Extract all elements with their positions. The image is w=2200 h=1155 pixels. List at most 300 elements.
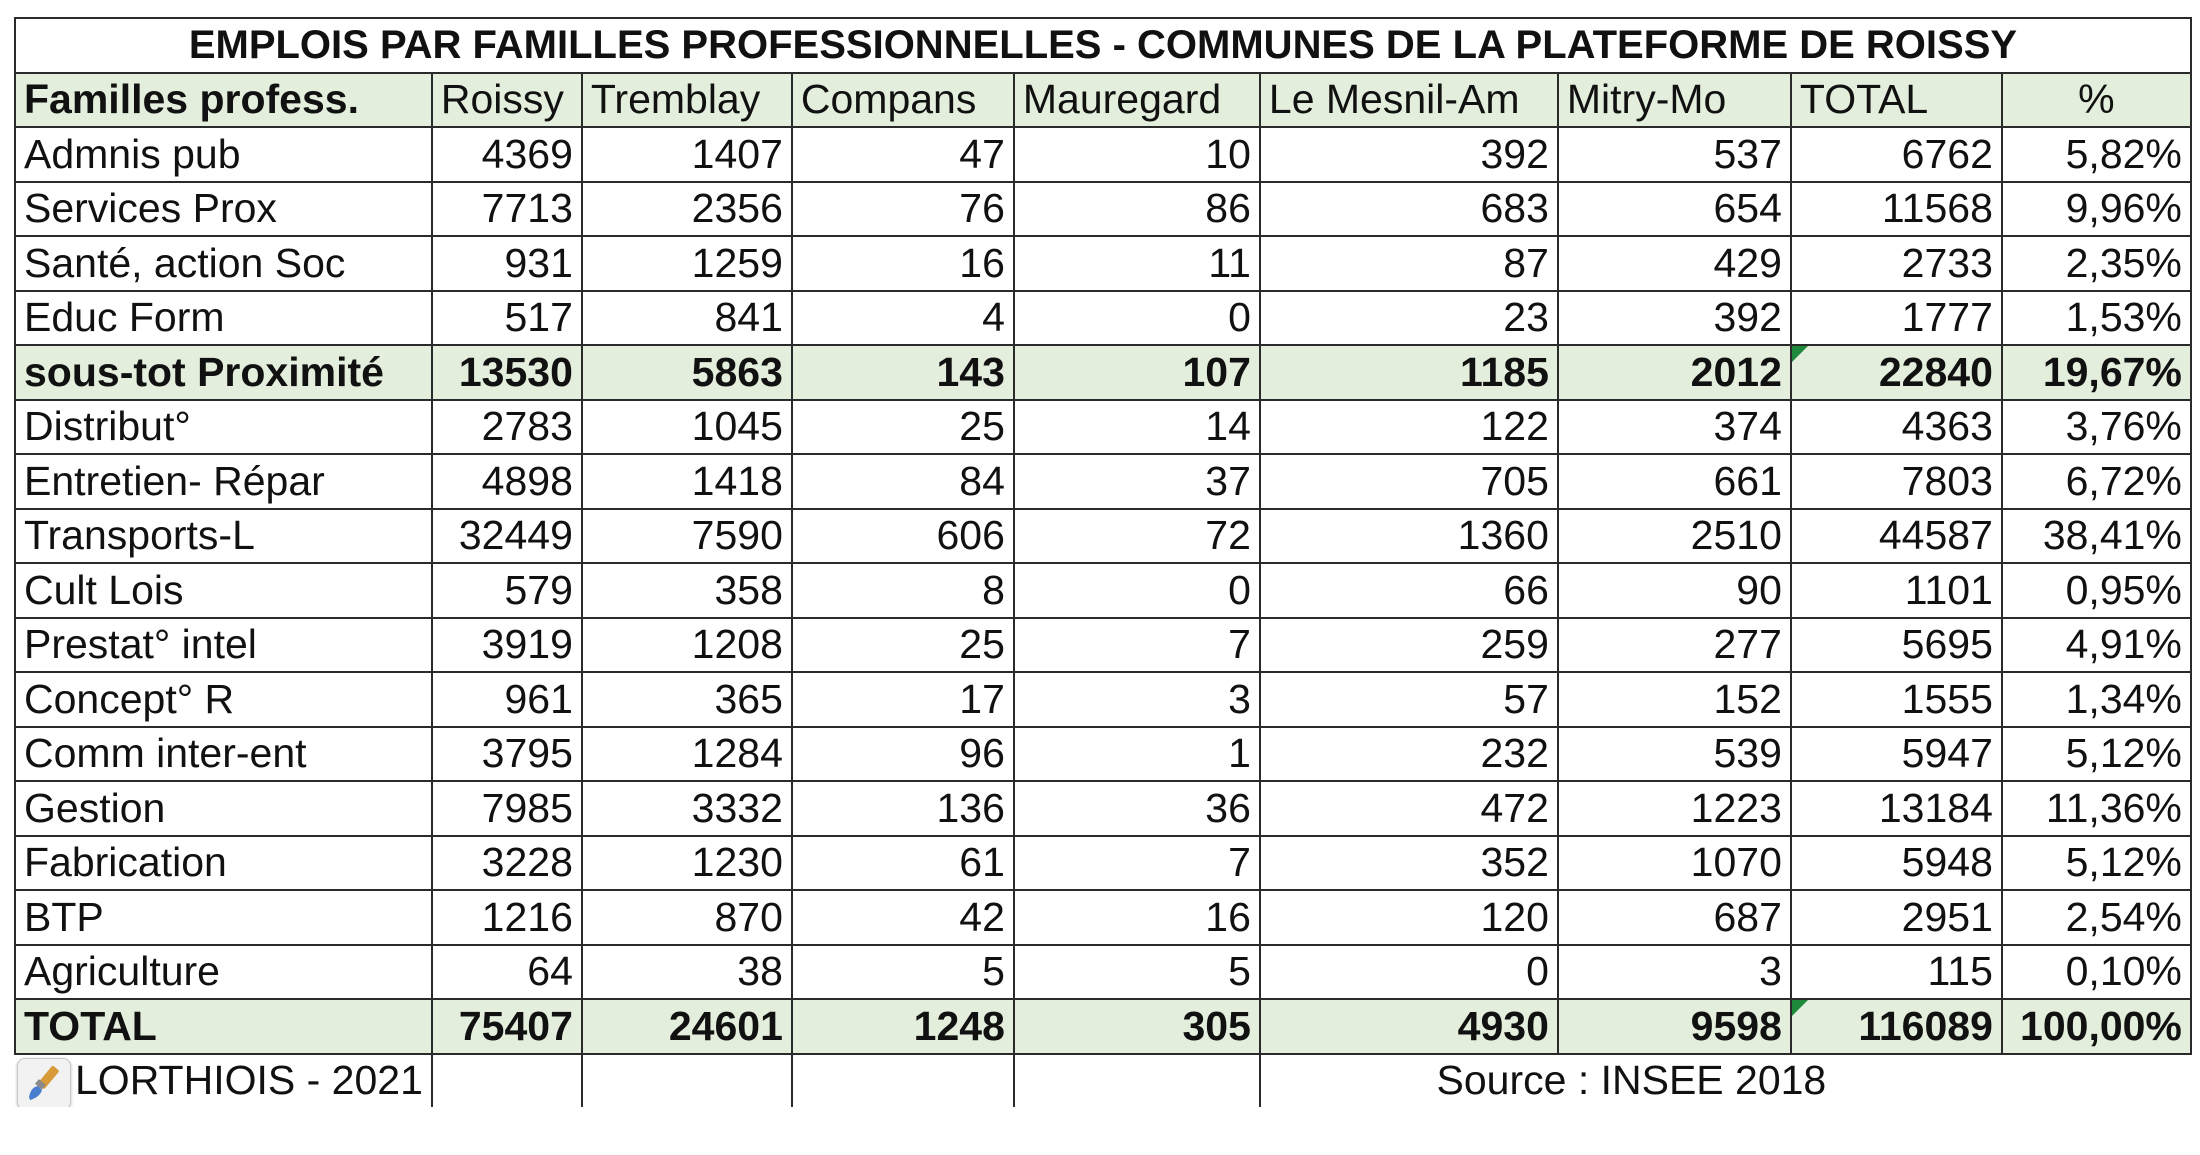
cell-total[interactable] bbox=[1791, 182, 2002, 237]
cell-compans[interactable] bbox=[792, 781, 1014, 836]
cell-total[interactable] bbox=[1791, 618, 2002, 673]
cell-le-mesnil-am[interactable] bbox=[1260, 836, 1558, 891]
cell-value: Distribut° bbox=[24, 403, 191, 450]
cell-family[interactable] bbox=[15, 509, 432, 564]
cell-tremblay[interactable] bbox=[582, 727, 792, 782]
cell-value: 2012 bbox=[1690, 348, 1782, 395]
table-row bbox=[15, 400, 2191, 455]
cell-value: 37 bbox=[1205, 457, 1251, 504]
cell-compans[interactable] bbox=[792, 509, 1014, 564]
cell-total[interactable] bbox=[1791, 345, 2002, 400]
cell-mitry-mo[interactable] bbox=[1558, 945, 1791, 1000]
cell-compans[interactable] bbox=[792, 127, 1014, 182]
footer-empty-cell[interactable] bbox=[432, 1054, 582, 1108]
cell-total[interactable] bbox=[1791, 781, 2002, 836]
cell-value: 7 bbox=[1228, 839, 1251, 886]
cell-roissy[interactable] bbox=[432, 563, 582, 618]
cell-value: 9598 bbox=[1690, 1002, 1782, 1049]
total-row bbox=[15, 999, 2191, 1054]
cell-value: 683 bbox=[1480, 185, 1549, 232]
cell-value: 1777 bbox=[1901, 294, 1993, 341]
cell-value: Entretien- Répar bbox=[24, 457, 325, 504]
cell-value: 122 bbox=[1480, 403, 1549, 450]
cell-family[interactable] bbox=[15, 781, 432, 836]
cell-value: 3228 bbox=[481, 839, 573, 886]
table-row bbox=[15, 672, 2191, 727]
cell-value: 3 bbox=[1228, 675, 1251, 722]
cell-value: 0,95% bbox=[2065, 566, 2182, 613]
cell-value: 841 bbox=[714, 294, 783, 341]
cell-mitry-mo[interactable] bbox=[1558, 781, 1791, 836]
cell-percent[interactable] bbox=[2002, 509, 2191, 564]
cell-mauregard[interactable] bbox=[1014, 345, 1260, 400]
cell-roissy[interactable] bbox=[432, 291, 582, 346]
cell-family[interactable] bbox=[15, 345, 432, 400]
cell-value: 232 bbox=[1480, 730, 1549, 777]
footer-author-text: LORTHIOIS - 2021 bbox=[75, 1057, 423, 1104]
cell-family[interactable] bbox=[15, 727, 432, 782]
cell-tremblay[interactable] bbox=[582, 236, 792, 291]
cell-le-mesnil-am[interactable] bbox=[1260, 672, 1558, 727]
cell-mitry-mo[interactable] bbox=[1558, 999, 1791, 1054]
cell-le-mesnil-am[interactable] bbox=[1260, 454, 1558, 509]
cell-value: 1045 bbox=[691, 403, 783, 450]
cell-compans[interactable] bbox=[792, 890, 1014, 945]
cell-mitry-mo[interactable] bbox=[1558, 236, 1791, 291]
cell-le-mesnil-am[interactable] bbox=[1260, 945, 1558, 1000]
cell-mitry-mo[interactable] bbox=[1558, 509, 1791, 564]
cell-roissy[interactable] bbox=[432, 945, 582, 1000]
cell-value: TOTAL bbox=[24, 1002, 157, 1049]
cell-value: 36 bbox=[1205, 784, 1251, 831]
cell-tremblay[interactable] bbox=[582, 509, 792, 564]
cell-tremblay[interactable] bbox=[582, 182, 792, 237]
cell-family[interactable] bbox=[15, 945, 432, 1000]
cell-percent[interactable] bbox=[2002, 618, 2191, 673]
cell-percent[interactable] bbox=[2002, 563, 2191, 618]
cell-total[interactable] bbox=[1791, 563, 2002, 618]
cell-value: 116089 bbox=[1858, 1002, 1993, 1049]
cell-percent[interactable] bbox=[2002, 127, 2191, 182]
cell-value: 5948 bbox=[1901, 839, 1993, 886]
cell-roissy[interactable] bbox=[432, 781, 582, 836]
cell-mauregard[interactable] bbox=[1014, 509, 1260, 564]
cell-mauregard[interactable] bbox=[1014, 236, 1260, 291]
header-cell-total[interactable]: TOTAL bbox=[1791, 73, 2002, 128]
cell-roissy[interactable] bbox=[432, 345, 582, 400]
cell-value: 2,54% bbox=[2065, 893, 2182, 940]
cell-family[interactable] bbox=[15, 182, 432, 237]
cell-family[interactable] bbox=[15, 291, 432, 346]
spreadsheet-table bbox=[14, 17, 2192, 1107]
cell-value: 1185 bbox=[1459, 348, 1549, 395]
subtotal-row bbox=[15, 345, 2191, 400]
cell-value: 6762 bbox=[1901, 130, 1993, 177]
footer-source-text: Source : INSEE 2018 bbox=[1436, 1057, 1827, 1104]
cell-value: 4363 bbox=[1901, 403, 1993, 450]
cell-value: Transports-L bbox=[24, 512, 255, 559]
cell-tremblay[interactable] bbox=[582, 454, 792, 509]
cell-roissy[interactable] bbox=[432, 127, 582, 182]
cell-compans[interactable] bbox=[792, 945, 1014, 1000]
cell-mauregard[interactable] bbox=[1014, 618, 1260, 673]
cell-value: 4898 bbox=[481, 457, 573, 504]
cell-le-mesnil-am[interactable] bbox=[1260, 509, 1558, 564]
paintbrush-icon[interactable] bbox=[17, 1058, 71, 1108]
cell-percent[interactable] bbox=[2002, 236, 2191, 291]
cell-roissy[interactable] bbox=[432, 890, 582, 945]
cell-mauregard[interactable] bbox=[1014, 727, 1260, 782]
cell-roissy[interactable] bbox=[432, 618, 582, 673]
cell-compans[interactable] bbox=[792, 182, 1014, 237]
cell-value: 392 bbox=[1713, 294, 1782, 341]
footer-empty-cell[interactable] bbox=[2002, 1054, 2191, 1108]
cell-mitry-mo[interactable] bbox=[1558, 890, 1791, 945]
cell-mitry-mo[interactable] bbox=[1558, 727, 1791, 782]
cell-value: 472 bbox=[1480, 784, 1549, 831]
cell-value: 1223 bbox=[1690, 784, 1782, 831]
cell-value: 259 bbox=[1480, 621, 1549, 668]
cell-mauregard[interactable] bbox=[1014, 781, 1260, 836]
cell-value: 2783 bbox=[481, 403, 573, 450]
cell-total[interactable] bbox=[1791, 509, 2002, 564]
table-row bbox=[15, 236, 2191, 291]
cell-mauregard[interactable] bbox=[1014, 454, 1260, 509]
cell-le-mesnil-am[interactable] bbox=[1260, 890, 1558, 945]
cell-value: 2951 bbox=[1901, 893, 1993, 940]
cell-tremblay[interactable] bbox=[582, 672, 792, 727]
header-cell-le-mesnil-am[interactable]: Le Mesnil-Am bbox=[1260, 73, 1558, 128]
footer-source-cell[interactable] bbox=[1260, 1054, 2002, 1108]
cell-total[interactable] bbox=[1791, 454, 2002, 509]
cell-le-mesnil-am[interactable] bbox=[1260, 236, 1558, 291]
cell-value: 517 bbox=[504, 294, 573, 341]
table-title[interactable]: EMPLOIS PAR FAMILLES PROFESSIONNELLES - COMMUNES DE LA PLATEFORME DE ROISSY bbox=[15, 18, 2191, 73]
table-row bbox=[15, 945, 2191, 1000]
cell-value: 3 bbox=[1759, 948, 1782, 995]
cell-total[interactable] bbox=[1791, 672, 2002, 727]
cell-mauregard[interactable] bbox=[1014, 836, 1260, 891]
cell-compans[interactable] bbox=[792, 563, 1014, 618]
cell-family[interactable] bbox=[15, 563, 432, 618]
cell-value: 374 bbox=[1713, 403, 1782, 450]
cell-family[interactable] bbox=[15, 890, 432, 945]
footer-row bbox=[15, 1054, 2191, 1108]
cell-mitry-mo[interactable] bbox=[1558, 400, 1791, 455]
header-cell-family[interactable]: Familles profess. bbox=[15, 73, 432, 128]
cell-compans[interactable] bbox=[792, 727, 1014, 782]
footer-empty-cell[interactable] bbox=[582, 1054, 792, 1108]
cell-mauregard[interactable] bbox=[1014, 890, 1260, 945]
cell-mitry-mo[interactable] bbox=[1558, 618, 1791, 673]
cell-value: 3919 bbox=[481, 621, 573, 668]
cell-tremblay[interactable] bbox=[582, 781, 792, 836]
cell-le-mesnil-am[interactable] bbox=[1260, 127, 1558, 182]
cell-value: 5947 bbox=[1901, 730, 1993, 777]
cell-compans[interactable] bbox=[792, 672, 1014, 727]
cell-tremblay[interactable] bbox=[582, 400, 792, 455]
table-row bbox=[15, 454, 2191, 509]
cell-value: 25 bbox=[959, 403, 1005, 450]
cell-mauregard[interactable] bbox=[1014, 563, 1260, 618]
cell-value: 5,12% bbox=[2065, 730, 2182, 777]
cell-percent[interactable] bbox=[2002, 945, 2191, 1000]
cell-le-mesnil-am[interactable] bbox=[1260, 563, 1558, 618]
cell-value: 2733 bbox=[1901, 239, 1993, 286]
cell-roissy[interactable] bbox=[432, 727, 582, 782]
cell-value: 16 bbox=[959, 239, 1005, 286]
cell-mauregard[interactable] bbox=[1014, 945, 1260, 1000]
cell-tremblay[interactable] bbox=[582, 127, 792, 182]
cell-value: 0 bbox=[1228, 566, 1251, 613]
cell-value: 72 bbox=[1205, 512, 1251, 559]
cell-percent[interactable] bbox=[2002, 454, 2191, 509]
cell-family[interactable] bbox=[15, 400, 432, 455]
cell-value: 365 bbox=[714, 675, 783, 722]
cell-value: 17 bbox=[959, 675, 1005, 722]
cell-tremblay[interactable] bbox=[582, 945, 792, 1000]
cell-value: 7985 bbox=[481, 784, 573, 831]
cell-value: 19,67% bbox=[2042, 348, 2182, 395]
cell-family[interactable] bbox=[15, 127, 432, 182]
cell-mauregard[interactable] bbox=[1014, 127, 1260, 182]
cell-value: 429 bbox=[1713, 239, 1782, 286]
cell-total[interactable] bbox=[1791, 236, 2002, 291]
cell-value: 90 bbox=[1736, 566, 1782, 613]
cell-le-mesnil-am[interactable] bbox=[1260, 400, 1558, 455]
cell-le-mesnil-am[interactable] bbox=[1260, 345, 1558, 400]
cell-value: 13530 bbox=[458, 348, 573, 395]
cell-value: 10 bbox=[1205, 130, 1251, 177]
cell-compans[interactable] bbox=[792, 345, 1014, 400]
cell-total[interactable] bbox=[1791, 945, 2002, 1000]
cell-value: 86 bbox=[1205, 185, 1251, 232]
cell-percent[interactable] bbox=[2002, 781, 2191, 836]
cell-mitry-mo[interactable] bbox=[1558, 345, 1791, 400]
error-indicator-icon[interactable] bbox=[1792, 1000, 1808, 1016]
cell-compans[interactable] bbox=[792, 836, 1014, 891]
cell-value: 96 bbox=[959, 730, 1005, 777]
cell-le-mesnil-am[interactable] bbox=[1260, 618, 1558, 673]
cell-value: 358 bbox=[714, 566, 783, 613]
cell-percent[interactable] bbox=[2002, 182, 2191, 237]
cell-value: 136 bbox=[936, 784, 1005, 831]
cell-value: BTP bbox=[24, 893, 104, 940]
header-cell-roissy[interactable]: Roissy bbox=[432, 73, 582, 128]
cell-compans[interactable] bbox=[792, 400, 1014, 455]
header-cell-mitry-mo[interactable]: Mitry-Mo bbox=[1558, 73, 1791, 128]
cell-mauregard[interactable] bbox=[1014, 291, 1260, 346]
cell-le-mesnil-am[interactable] bbox=[1260, 182, 1558, 237]
cell-percent[interactable] bbox=[2002, 836, 2191, 891]
footer-author-cell[interactable] bbox=[15, 1054, 432, 1108]
cell-tremblay[interactable] bbox=[582, 999, 792, 1054]
cell-percent[interactable] bbox=[2002, 345, 2191, 400]
cell-compans[interactable] bbox=[792, 236, 1014, 291]
cell-value: 4,91% bbox=[2065, 621, 2182, 668]
cell-total[interactable] bbox=[1791, 999, 2002, 1054]
cell-value: 14 bbox=[1205, 403, 1251, 450]
cell-tremblay[interactable] bbox=[582, 890, 792, 945]
cell-mitry-mo[interactable] bbox=[1558, 454, 1791, 509]
cell-mitry-mo[interactable] bbox=[1558, 563, 1791, 618]
cell-value: 32449 bbox=[458, 512, 573, 559]
cell-value: 961 bbox=[504, 675, 573, 722]
cell-value: 100,00% bbox=[2020, 1002, 2182, 1049]
cell-percent[interactable] bbox=[2002, 727, 2191, 782]
cell-percent[interactable] bbox=[2002, 400, 2191, 455]
cell-value: 4930 bbox=[1457, 1002, 1549, 1049]
cell-value: 606 bbox=[936, 512, 1005, 559]
table-row bbox=[15, 618, 2191, 673]
cell-value: 23 bbox=[1503, 294, 1549, 341]
cell-tremblay[interactable] bbox=[582, 836, 792, 891]
cell-total[interactable] bbox=[1791, 890, 2002, 945]
cell-compans[interactable] bbox=[792, 618, 1014, 673]
cell-value: 539 bbox=[1713, 730, 1782, 777]
cell-value: 7713 bbox=[481, 185, 573, 232]
cell-value: Santé, action Soc bbox=[24, 239, 346, 286]
cell-family[interactable] bbox=[15, 672, 432, 727]
cell-le-mesnil-am[interactable] bbox=[1260, 999, 1558, 1054]
cell-value: 143 bbox=[936, 348, 1005, 395]
cell-value: Services Prox bbox=[24, 185, 277, 232]
cell-value: Agriculture bbox=[24, 948, 220, 995]
cell-mitry-mo[interactable] bbox=[1558, 836, 1791, 891]
cell-value: 107 bbox=[1182, 348, 1251, 395]
cell-mitry-mo[interactable] bbox=[1558, 291, 1791, 346]
cell-roissy[interactable] bbox=[432, 182, 582, 237]
cell-percent[interactable] bbox=[2002, 672, 2191, 727]
cell-value: 4 bbox=[982, 294, 1005, 341]
cell-value: 75407 bbox=[458, 1002, 573, 1049]
cell-value: 11568 bbox=[1881, 185, 1993, 232]
cell-value: 1248 bbox=[913, 1002, 1005, 1049]
cell-roissy[interactable] bbox=[432, 509, 582, 564]
cell-roissy[interactable] bbox=[432, 672, 582, 727]
footer-empty-cell[interactable] bbox=[792, 1054, 1014, 1108]
footer-empty-cell[interactable] bbox=[1014, 1054, 1260, 1108]
cell-le-mesnil-am[interactable] bbox=[1260, 727, 1558, 782]
cell-value: 870 bbox=[714, 893, 783, 940]
cell-value: 2510 bbox=[1690, 512, 1782, 559]
cell-le-mesnil-am[interactable] bbox=[1260, 781, 1558, 836]
cell-value: 1208 bbox=[691, 621, 783, 668]
cell-value: 84 bbox=[959, 457, 1005, 504]
cell-value: Prestat° intel bbox=[24, 621, 257, 668]
cell-family[interactable] bbox=[15, 999, 432, 1054]
cell-value: 7803 bbox=[1901, 457, 1993, 504]
cell-percent[interactable] bbox=[2002, 999, 2191, 1054]
cell-value: 1216 bbox=[481, 893, 573, 940]
cell-tremblay[interactable] bbox=[582, 563, 792, 618]
cell-value: 2,35% bbox=[2065, 239, 2182, 286]
cell-mitry-mo[interactable] bbox=[1558, 182, 1791, 237]
table-row bbox=[15, 127, 2191, 182]
cell-value: 5,12% bbox=[2065, 839, 2182, 886]
cell-total[interactable] bbox=[1791, 400, 2002, 455]
cell-value: 1555 bbox=[1901, 675, 1993, 722]
cell-roissy[interactable] bbox=[432, 236, 582, 291]
header-cell-percent[interactable]: % bbox=[2002, 73, 2191, 128]
cell-total[interactable] bbox=[1791, 127, 2002, 182]
cell-mauregard[interactable] bbox=[1014, 182, 1260, 237]
cell-value: sous-tot Proximité bbox=[24, 348, 384, 395]
cell-value: 1284 bbox=[691, 730, 783, 777]
cell-value: Cult Lois bbox=[24, 566, 184, 613]
cell-roissy[interactable] bbox=[432, 836, 582, 891]
cell-value: 8 bbox=[982, 566, 1005, 613]
cell-tremblay[interactable] bbox=[582, 291, 792, 346]
cell-roissy[interactable] bbox=[432, 454, 582, 509]
cell-family[interactable] bbox=[15, 618, 432, 673]
cell-value: 47 bbox=[959, 130, 1005, 177]
cell-value: 44587 bbox=[1878, 512, 1993, 559]
header-cell-compans[interactable]: Compans bbox=[792, 73, 1014, 128]
cell-value: 1259 bbox=[691, 239, 783, 286]
cell-roissy[interactable] bbox=[432, 999, 582, 1054]
header-cell-tremblay[interactable]: Tremblay bbox=[582, 73, 792, 128]
cell-value: 61 bbox=[959, 839, 1005, 886]
cell-value: 2356 bbox=[691, 185, 783, 232]
cell-family[interactable] bbox=[15, 236, 432, 291]
cell-value: 1 bbox=[1228, 730, 1251, 777]
cell-le-mesnil-am[interactable] bbox=[1260, 291, 1558, 346]
cell-value: 0 bbox=[1526, 948, 1549, 995]
table-row bbox=[15, 890, 2191, 945]
cell-value: 11 bbox=[1208, 239, 1251, 286]
cell-family[interactable] bbox=[15, 454, 432, 509]
cell-total[interactable] bbox=[1791, 727, 2002, 782]
cell-value: 0,10% bbox=[2065, 948, 2182, 995]
cell-tremblay[interactable] bbox=[582, 618, 792, 673]
cell-percent[interactable] bbox=[2002, 291, 2191, 346]
cell-value: Comm inter-ent bbox=[24, 730, 307, 777]
cell-mauregard[interactable] bbox=[1014, 400, 1260, 455]
cell-value: 931 bbox=[504, 239, 573, 286]
header-cell-mauregard[interactable]: Mauregard bbox=[1014, 73, 1260, 128]
title-row bbox=[15, 18, 2191, 73]
cell-value: 7590 bbox=[691, 512, 783, 559]
cell-mauregard[interactable] bbox=[1014, 672, 1260, 727]
cell-roissy[interactable] bbox=[432, 400, 582, 455]
cell-value: 1,34% bbox=[2065, 675, 2182, 722]
cell-value: 1418 bbox=[691, 457, 783, 504]
cell-compans[interactable] bbox=[792, 454, 1014, 509]
cell-compans[interactable] bbox=[792, 291, 1014, 346]
cell-percent[interactable] bbox=[2002, 890, 2191, 945]
cell-family[interactable] bbox=[15, 836, 432, 891]
cell-compans[interactable] bbox=[792, 999, 1014, 1054]
cell-value: 87 bbox=[1503, 239, 1549, 286]
cell-value: 4369 bbox=[481, 130, 573, 177]
cell-value: 687 bbox=[1713, 893, 1782, 940]
cell-tremblay[interactable] bbox=[582, 345, 792, 400]
cell-mitry-mo[interactable] bbox=[1558, 127, 1791, 182]
cell-total[interactable] bbox=[1791, 291, 2002, 346]
table-row bbox=[15, 291, 2191, 346]
cell-value: 1,53% bbox=[2065, 294, 2182, 341]
cell-mauregard[interactable] bbox=[1014, 999, 1260, 1054]
cell-mitry-mo[interactable] bbox=[1558, 672, 1791, 727]
error-indicator-icon[interactable] bbox=[1792, 346, 1808, 362]
cell-value: 7 bbox=[1228, 621, 1251, 668]
cell-total[interactable] bbox=[1791, 836, 2002, 891]
cell-value: Gestion bbox=[24, 784, 166, 831]
table-row bbox=[15, 509, 2191, 564]
cell-value: 5695 bbox=[1901, 621, 1993, 668]
cell-value: 705 bbox=[1480, 457, 1549, 504]
